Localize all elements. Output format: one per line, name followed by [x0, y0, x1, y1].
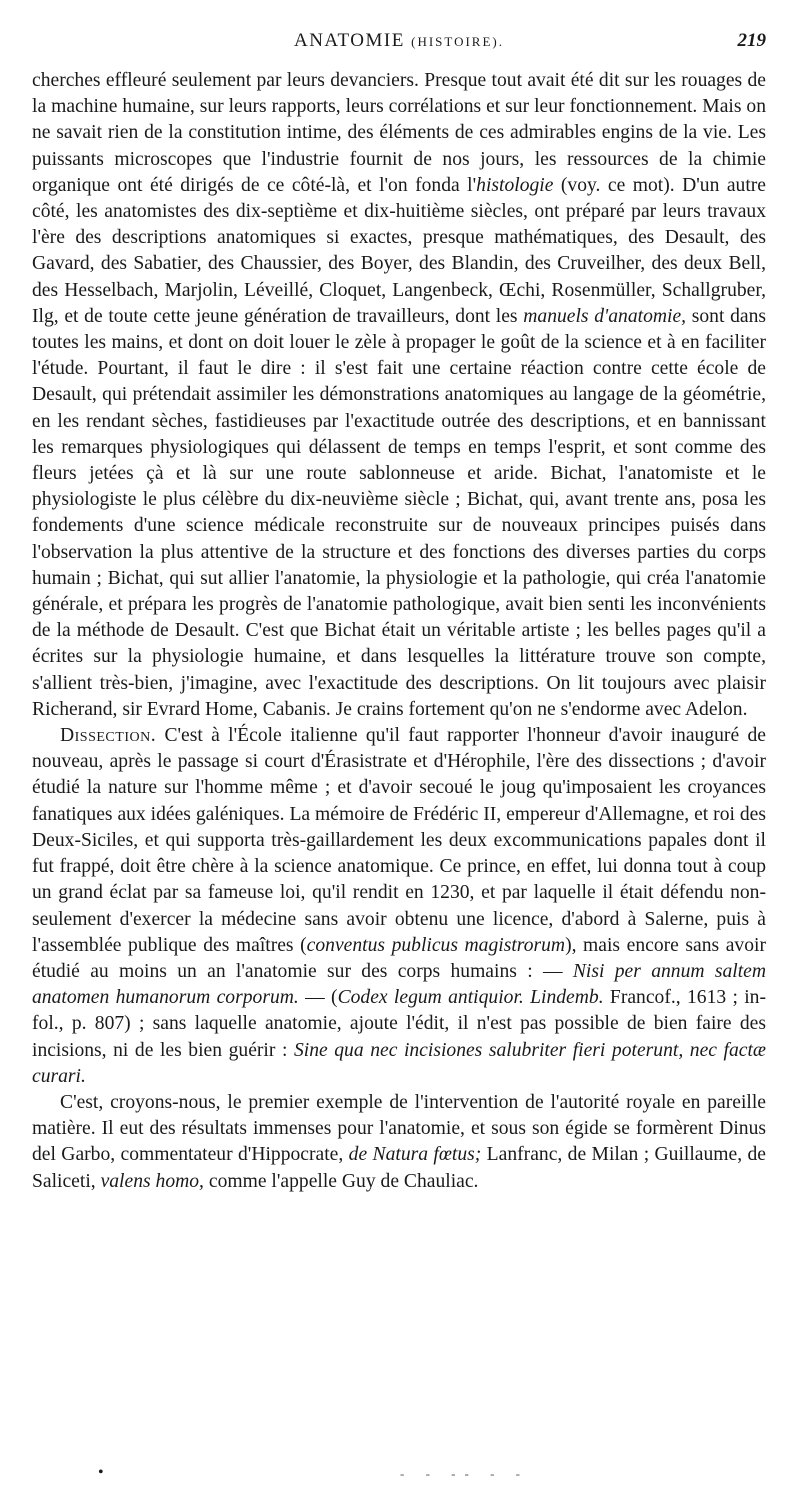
italic-term: histologie	[476, 174, 554, 196]
text-run: — (	[298, 987, 338, 1009]
header-main-title: ANATOMIE	[293, 30, 405, 51]
italic-citation: Codex legum antiquior. Lindemb.	[337, 987, 604, 1009]
stray-dash-marks: - - -- - -	[400, 1466, 529, 1481]
page-number: 219	[737, 30, 766, 51]
text-run: C'est, croyons-nous, le premier exemple de l'intervention de l'autorité royale en pareille matière. Il eut des résultats immenses pour l'anatomie, et sous son égide se formèrent Dinus del Garbo, commentateur d'Hippocrate,	[32, 1091, 766, 1166]
text-run: comme l'appelle Guy de Chauliac.	[203, 1170, 479, 1192]
italic-term: manuels d'anatomie,	[523, 305, 687, 327]
text-run: ), mais encore sans avoir étudié au moins un an l'anatomie sur des corps humains : —	[32, 934, 766, 982]
text-run: sont dans toutes les mains, et dont on doit louer le zèle à propager le goût de la science et à en faciliter l'étude. Pourtant, il faut le dire : il s'est fait une certaine réaction contre cette école de Desault, qui prétendait assimiler les démonstrations anatomiques au langage de la géométrie, en les rendant sèches, fastidieuses par l'exactitude outrée des descriptions, et en bannissant les remarques physiologiques qui délassent de temps en temps l'esprit, et sont comme des fleurs jetées çà et là sur une route sablonneuse et aride. Bichat, l'anatomiste et le physiologiste le plus célèbre du dix-neuvième siècle ; Bichat, qui, avant trente ans, posa les fondements d'une science médicale reconstruite sur de nouveaux principes puisés dans l'observation la plus attentive de la structure et des fonctions des diverses parties du corps humain ; Bichat, qui sut allier l'anatomie, la physiologie et la pathologie, qui créa l'anatomie générale, et prépara les progrès de l'anatomie pathologique, avait bien senti les inconvénients de la méthode de Desault. C'est que Bichat était un véritable artiste ; les belles pages qu'il a écrites sur la physiologie humaine, et dans lesquelles la littérature trouve son compte, s'allient très-bien, j'imagine, avec l'exactitude des descriptions. On lit toujours avec plaisir Richerand, sir Evrard Home, Cabanis. Je crains fortement qu'on ne s'endorme avec Adelon.	[32, 305, 767, 720]
text-run: C'est à l'École italienne qu'il faut rapporter l'honneur d'avoir inauguré de nouveau, après le passage si court d'Érasistrate et d'Hérophile, l'ère des dissections ; d'avoir étudié la nature sur l'homme même ; et d'avoir secoué le joug qu'imposaient les croyances fanatiques aux idées galéniques. La mémoire de Frédéric II, empereur d'Allemagne, et roi des Deux-Siciles, et qui supporta très-gaillardement les deux excommunications papales dont il fut frappé, doit être chère à la science anatomique. Ce prince, en effet, lui donna tout à coup un grand éclat par sa fameuse loi, qu'il rendit en 1230, et par laquelle il était défendu non-seulement d'exercer la médecine sans avoir obtenu une licence, d'abord à Salerne, puis à l'assemblée publique des maîtres (	[32, 725, 766, 956]
text-run: Francof., 1613 ; in-fol., p. 807) ; sans laquelle anatomie, ajoute l'édit, il n'est pas possible de bien faire des incisions, ni de les bien guérir :	[32, 987, 767, 1061]
italic-term: valens homo,	[100, 1170, 204, 1192]
paragraph-royal-authority	[32, 1090, 766, 1195]
italic-quote: Sine qua nec incisiones salubriter fieri poterunt, nec factæ curari.	[32, 1039, 766, 1087]
stray-dot-mark: •	[98, 1464, 104, 1481]
footer-marks	[0, 1462, 800, 1482]
italic-term: de Natura fœtus;	[348, 1144, 482, 1166]
text-run: cherches effleuré seulement par leurs devanciers. Presque tout avait été dit sur les rouages de la machine humaine, sur leurs rapports, leurs corrélations et sur leur fonctionnement. Mais on ne savait rien de la constitution intime, des éléments de ces admirables engins de la vie. Les puissants microscopes que l'industrie fournit de nos jours, les ressources de la chimie organique ont été dirigés de ce côté-là, et l'on fonda l'	[32, 70, 766, 196]
running-header	[32, 30, 766, 60]
paragraph-histology	[32, 68, 766, 723]
italic-quote: Nisi per annum saltem anatomen humanorum corporum.	[32, 960, 766, 1009]
header-title	[32, 30, 766, 52]
section-heading-dissection: Dissection.	[60, 725, 157, 747]
paragraph-dissection	[32, 723, 766, 1090]
text-run: (voy. ce mot). D'un autre côté, les anatomistes des dix-septième et dix-huitième siècles, ont préparé par leurs travaux l'ère des descriptions anatomiques si exactes, presque mathématiques, des Desault, des Gavard, des Sabatier, des Chaussier, des Boyer, des Blandin, des Cruveilher, des deux Bell, des Hesselbach, Marjolin, Léveillé, Cloquet, Langenbeck, Œchi, Rosenmüller, Schallgruber, Ilg, et de toute cette jeune génération de travailleurs, dont les	[32, 174, 767, 327]
text-run: Lanfranc, de Milan ; Guillaume, de Saliceti,	[32, 1144, 766, 1192]
italic-term: conventus publicus magistrorum	[306, 934, 566, 956]
header-subtitle: (HISTOIRE).	[411, 34, 504, 49]
